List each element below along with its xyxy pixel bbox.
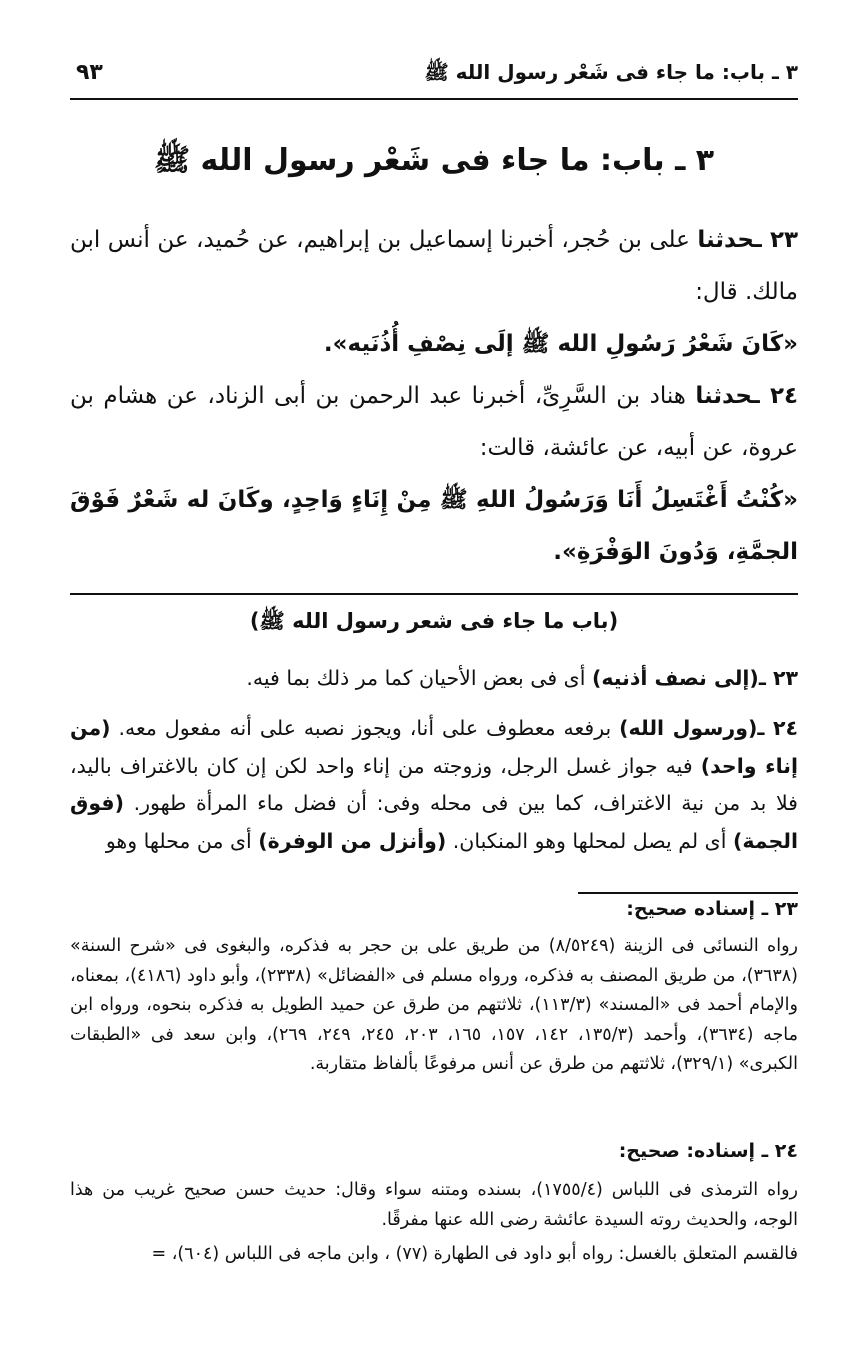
note-24-text-3: أى لم يصل لمحلها وهو المنكبان. <box>452 828 727 853</box>
commentary-note-23 <box>70 660 798 698</box>
hadith-23-chain: على بن حُجر، أخبرنا إسماعيل بن إبراهيم، عن حُميد، عن أنس ابن مالك. قال: <box>70 227 798 305</box>
commentary-title: (باب ما جاء فى شعر رسول الله ﷺ) <box>249 609 619 633</box>
note-24-number: ٢٤ ـ <box>757 716 798 740</box>
hadith-24-lead: حدثنا <box>695 383 752 409</box>
note-24-text-2: فيه جواز غسل الرجل، وزوجته من إناء واحد لكن إن كان بالاغتراف باليد، فلا بد من نية الاغتراف، كما بين فى محله وفى: أن فضل ماء المرأة طهور. <box>70 753 798 815</box>
hadith-23-lead: حدثنا <box>697 227 754 253</box>
hadith-23-number: ٢٣ ـ <box>753 227 799 253</box>
hadith-24-number: ٢٤ ـ <box>751 383 799 409</box>
note-24-text-4: أى من محلها وهو <box>105 828 252 853</box>
note-24-term-2: (من إناء واحد) <box>70 716 798 778</box>
commentary-note-24 <box>70 710 798 860</box>
note-23-number: ٢٣ ـ <box>758 666 798 690</box>
note-23-term: (إلى نصف أذنيه) <box>591 666 759 690</box>
running-title: ٣ ـ باب: ما جاء فى شَعْر رسول الله ﷺ <box>424 60 798 84</box>
hadith-23-matn: «كَانَ شَعْرُ رَسُولِ الله ﷺ إلَى نِصْفِ أُذُنَيه». <box>323 331 798 357</box>
hadith-24-isnad <box>70 370 798 474</box>
section-divider <box>70 593 798 595</box>
chapter-title: ٣ ـ باب: ما جاء فى شَعْر رسول الله ﷺ <box>153 143 715 178</box>
footnote-separator <box>578 892 798 894</box>
hadith-23-isnad <box>70 214 798 318</box>
footnote-24-text: رواه الترمذى فى اللباس (١٧٥٥/٤)، بسنده ومتنه سواء وقال: حديث حسن صحيح غريب من هذا الوجه، والحديث روته السيدة عائشة رضى الله عنها مفرقًا. <box>70 1180 798 1230</box>
note-24-term-4: (وأنزل من الوفرة) <box>258 828 447 853</box>
footnote-23-heading: ٢٣ ـ إسناده صحيح: <box>626 898 798 920</box>
note-24-term-3: (فوق الجمة) <box>70 791 798 853</box>
note-24-term-1: (ورسول الله) <box>619 716 758 740</box>
hadith-24-matn: «كُنْتُ أَغْتَسِلُ أَنَا وَرَسُولُ اللهِ ﷺ مِنْ إِنَاءٍ وَاحِدٍ، وكَانَ له شَعْرٌ فَوْقَ الجمَّةِ، وَدُونَ الوَفْرَةِ». <box>70 487 798 565</box>
running-header <box>70 58 798 100</box>
footnote-23-text: رواه النسائى فى الزينة (٨/٥٢٤٩) من طريق على بن حجر به فذكره، والبغوى فى «شرح السنة» (٣٦٣٨)، من طريق المصنف به فذكره، ورواه مسلم فى «الفضائل» (٢٣٣٨)، وأبو داود (٤١٨٦)، بمعناه، والإمام أحمد فى «المسند» (١١٣/٣)، ثلاثتهم من طرق عن حميد الطويل به فذكره بنحوه، ورواه ابن ماجه (٣٦٣٤)، وأحمد (١٣٥/٣، ١٤٢، ١٥٧، ١٦٥، ٢٠٣، ٢٤٥، ٢٤٩، ٢٦٩)، وابن سعد فى «الطبقات الكبرى» (٣٢٩/١)، ثلاثتهم من طرق عن أنس مرفوعًا بألفاظ متقاربة. <box>70 936 798 1074</box>
footnote-24-heading: ٢٤ ـ إسناده: صحيح: <box>618 1140 798 1162</box>
note-24-text-1: برفعه معطوف على أنا، ويجوز نصبه على أنه مفعول معه. <box>118 716 612 740</box>
footnote-24-text-continued: فالقسم المتعلق بالغسل: رواه أبو داود فى الطهارة (٧٧) ، وابن ماجه فى اللباس (٦٠٤)، = <box>151 1244 798 1264</box>
note-23-text: أى فى بعض الأحيان كما مر ذلك بما فيه. <box>246 666 586 690</box>
hadith-24-chain: هناد بن السَّرِىِّ، أخبرنا عبد الرحمن بن أبى الزناد، عن هشام بن عروة، عن أبيه، عن عائشة، قالت: <box>70 383 798 461</box>
page-number: ٩٣ <box>76 60 103 85</box>
